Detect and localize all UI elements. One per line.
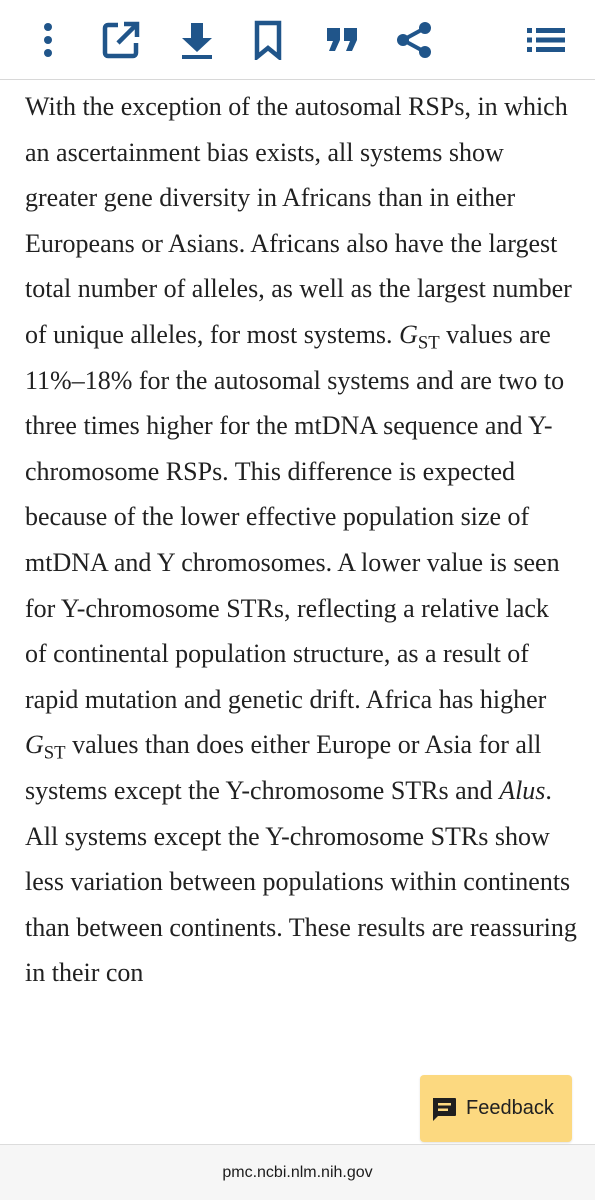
g-st-subscript: ST (43, 742, 66, 764)
g-st-symbol: G (25, 730, 44, 760)
cite-button[interactable] (318, 16, 366, 64)
url-text: pmc.ncbi.nlm.nih.gov (222, 1163, 373, 1181)
table-of-contents-button[interactable] (522, 16, 570, 64)
list-icon (526, 27, 566, 53)
text-segment: values than does either Europe or Asia for all systems except the Y-chromosome STRs and (25, 730, 542, 805)
g-st-subscript: ST (417, 332, 440, 354)
browser-address-bar[interactable] (0, 1144, 595, 1200)
open-external-button[interactable] (97, 16, 145, 64)
text-segment: . All systems except the Y-chromosome STRs show less variation between populations within continents than between continents. These results are reassuring in their con (25, 775, 577, 988)
download-icon (179, 20, 215, 60)
text-segment: With the exception of the autosomal RSPs, in which an ascertainment bias exists, all systems show greater gene diversity in Africans than in either Europeans or Asians. Africans also have the largest total number of alleles, as well as the largest number of unique alleles, for most systems. (25, 92, 572, 349)
feedback-button[interactable] (420, 1075, 572, 1142)
alus-term: Alus (499, 775, 546, 805)
bookmark-icon (252, 20, 284, 60)
download-button[interactable] (173, 16, 221, 64)
article-toolbar (0, 0, 595, 80)
article-paragraph (25, 84, 577, 996)
more-vertical-icon (42, 22, 54, 58)
text-segment: values are 11%–18% for the autosomal systems and are two to three times higher for the mtDNA sequence and Y-chromosome RSPs. This difference is expected because of the lower effective population size of mtDNA and Y chromosomes. A lower value is seen for Y-chromosome STRs, reflecting a relative lack of continental population structure, as a result of rapid mutation and genetic drift. Africa has higher (25, 319, 565, 714)
share-button[interactable] (390, 16, 438, 64)
share-icon (394, 20, 434, 60)
feedback-icon (430, 1095, 458, 1123)
article-body (25, 84, 577, 996)
more-options-button[interactable] (24, 16, 72, 64)
bookmark-button[interactable] (244, 16, 292, 64)
g-st-symbol: G (399, 319, 418, 349)
quote-icon (326, 27, 358, 53)
open-external-icon (101, 20, 141, 60)
feedback-label: Feedback (466, 1097, 554, 1119)
